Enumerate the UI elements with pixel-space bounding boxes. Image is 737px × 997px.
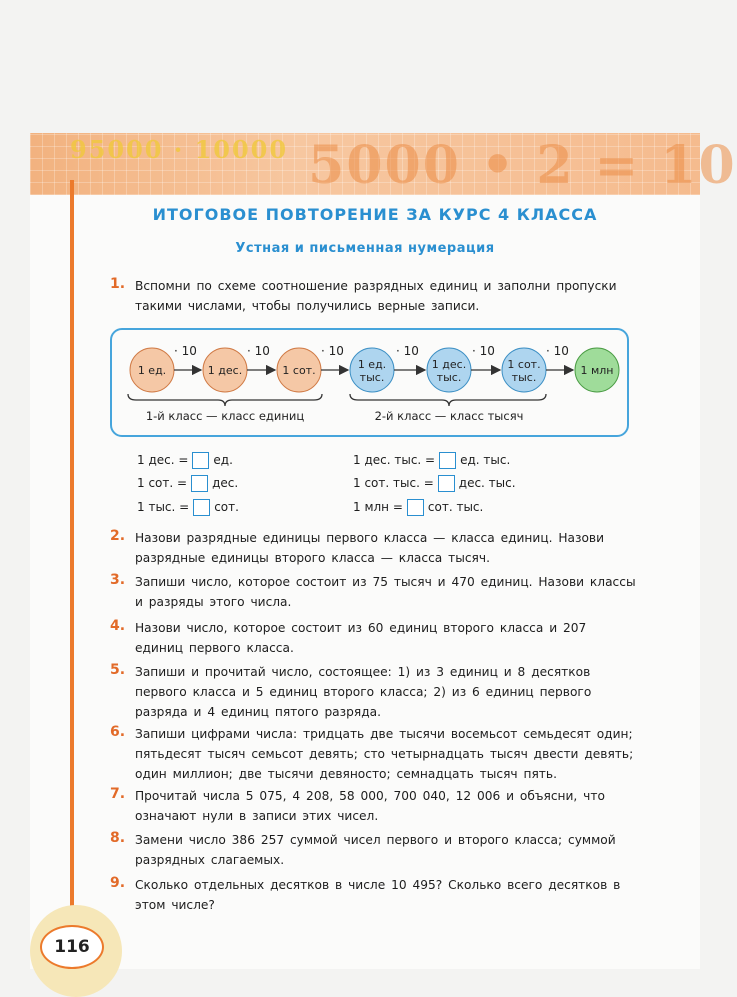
answer-box[interactable] bbox=[193, 499, 210, 516]
equation-row bbox=[353, 498, 483, 516]
banner-decoration bbox=[70, 135, 737, 196]
answer-box[interactable] bbox=[438, 475, 455, 492]
task-5 bbox=[110, 662, 640, 722]
task-8 bbox=[110, 830, 640, 870]
unit-label: 1 дес. bbox=[431, 358, 467, 371]
task-6 bbox=[110, 724, 640, 784]
equation-row bbox=[137, 474, 238, 492]
equation-right-part: сот. тыс. bbox=[427, 500, 484, 514]
equation-row bbox=[137, 451, 233, 469]
unit-label: тыс. bbox=[359, 371, 385, 384]
answer-box[interactable] bbox=[192, 452, 209, 469]
equation-left-part: 1 млн = bbox=[353, 500, 403, 514]
unit-label: 1 ед. bbox=[357, 358, 387, 371]
task-text: Назови число, которое состоит из 60 единиц второго класса и 207 единиц первого класса. bbox=[135, 621, 587, 655]
page-number: 116 bbox=[40, 925, 104, 969]
unit-label: 1 ед. bbox=[137, 364, 167, 377]
banner-small-numbers: 95000 · 10000 bbox=[70, 135, 289, 164]
task-number: 6. bbox=[110, 724, 126, 740]
answer-box[interactable] bbox=[439, 452, 456, 469]
equation-row bbox=[137, 498, 239, 516]
equation-right-part: дес. bbox=[212, 476, 239, 490]
equation-right-part: сот. bbox=[214, 500, 239, 514]
banner-big-numbers: 5000 • 2 = 10 bbox=[308, 135, 737, 196]
section-subtitle: Устная и письменная нумерация bbox=[235, 241, 495, 256]
equation-row bbox=[353, 451, 510, 469]
task-text: Вспомни по схеме соотношение разрядных единиц и заполни пропуски такими числами, чтобы получились верные записи. bbox=[135, 279, 617, 313]
task-3 bbox=[110, 572, 640, 612]
class1-brace bbox=[128, 394, 322, 406]
equation-left-part: 1 сот. = bbox=[137, 476, 188, 490]
multiplier-label: · 10 bbox=[174, 344, 197, 358]
task-number: 3. bbox=[110, 572, 126, 588]
task-text: Запиши и прочитай число, состоящее: 1) из 3 единиц и 8 десятков первого класса и 5 единиц второго класса; 2) из 6 единиц первого разряда и 4 единиц пятого разряда. bbox=[135, 665, 592, 719]
equation-row bbox=[353, 474, 516, 492]
task-text: Замени число 386 257 суммой чисел первого и второго класса; суммой разрядных слагаемых. bbox=[135, 833, 616, 867]
schema-diagram bbox=[112, 330, 627, 435]
task-text: Запиши цифрами числа: тридцать две тысячи восемьсот семьдесят один; пятьдесят тысяч семьсот девять; сто четырнадцать тысяч двести девять; один миллион; две тысячи девяносто; семнадцать тысяч пять. bbox=[135, 727, 634, 781]
units-schema bbox=[110, 328, 629, 437]
task-number: 2. bbox=[110, 528, 126, 544]
task-number: 4. bbox=[110, 618, 126, 634]
task-7 bbox=[110, 786, 640, 826]
equation-left-part: 1 сот. тыс. = bbox=[353, 476, 434, 490]
unit-label: 1 сот. bbox=[282, 364, 316, 377]
answer-box[interactable] bbox=[407, 499, 424, 516]
header-banner bbox=[30, 133, 737, 196]
class2-label: 2-й класс — класс тысяч bbox=[374, 409, 524, 423]
task-1 bbox=[110, 276, 640, 316]
task-2 bbox=[110, 528, 640, 568]
equation-left-part: 1 дес. тыс. = bbox=[353, 453, 436, 467]
task-9 bbox=[110, 875, 640, 915]
task-number: 5. bbox=[110, 662, 126, 678]
multiplier-label: · 10 bbox=[546, 344, 569, 358]
task-text: Назови разрядные единицы первого класса — класса единиц. Назови разрядные единицы второго класса — класса тысяч. bbox=[135, 531, 605, 565]
unit-label: 1 сот. bbox=[507, 358, 541, 371]
equation-left-part: 1 тыс. = bbox=[137, 500, 190, 514]
class1-label: 1-й класс — класс единиц bbox=[145, 409, 305, 423]
margin-line bbox=[70, 180, 74, 969]
unit-label: 1 дес. bbox=[207, 364, 243, 377]
equation-left-part: 1 дес. = bbox=[137, 453, 189, 467]
multiplier-label: · 10 bbox=[321, 344, 344, 358]
equation-right-part: ед. тыс. bbox=[460, 453, 511, 467]
multiplier-label: · 10 bbox=[247, 344, 270, 358]
multiplier-label: · 10 bbox=[472, 344, 495, 358]
equation-right-part: ед. bbox=[213, 453, 233, 467]
multiplier-label: · 10 bbox=[396, 344, 419, 358]
task-number: 8. bbox=[110, 830, 126, 846]
task-text: Прочитай числа 5 075, 4 208, 58 000, 700 040, 12 006 и объясни, что означают нули в записи этих чисел. bbox=[135, 789, 605, 823]
task-4 bbox=[110, 618, 640, 658]
answer-box[interactable] bbox=[191, 475, 208, 492]
task-number: 7. bbox=[110, 786, 126, 802]
task-number: 9. bbox=[110, 875, 126, 891]
unit-label: тыс. bbox=[436, 371, 462, 384]
class2-brace bbox=[350, 394, 546, 406]
unit-label: тыс. bbox=[511, 371, 537, 384]
task-text: Запиши число, которое состоит из 75 тысяч и 470 единиц. Назови классы и разряды этого числа. bbox=[135, 575, 636, 609]
page-title: ИТОГОВОЕ ПОВТОРЕНИЕ ЗА КУРС 4 КЛАССА bbox=[152, 205, 598, 224]
task-number: 1. bbox=[110, 276, 126, 292]
task-text: Сколько отдельных десятков в числе 10 495? Сколько всего десятков в этом числе? bbox=[135, 878, 621, 912]
unit-label: 1 млн bbox=[580, 364, 614, 377]
equation-right-part: дес. тыс. bbox=[458, 476, 516, 490]
